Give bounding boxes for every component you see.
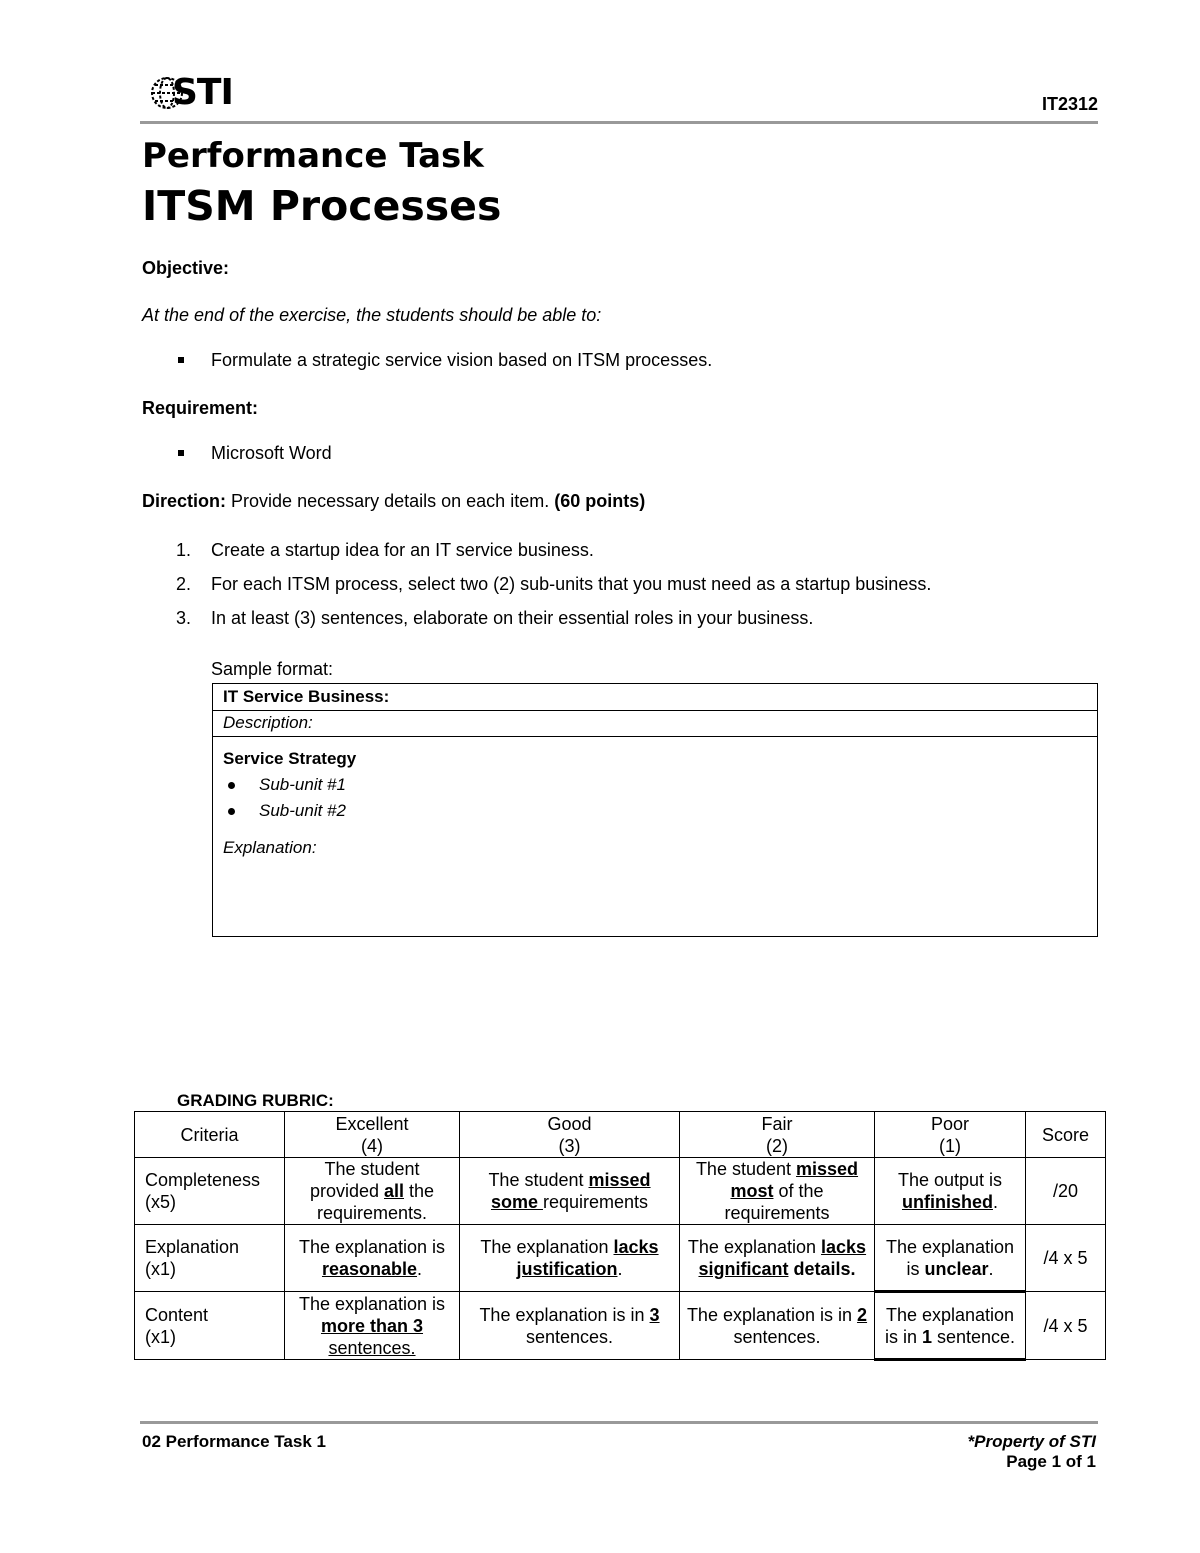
requirement-item: Microsoft Word [211, 443, 332, 463]
good-cell: The explanation is in 3 sentences. [460, 1292, 680, 1360]
bullet-dot-icon [228, 808, 235, 815]
sample-strategy-heading: Service Strategy [223, 749, 357, 768]
header-divider [140, 121, 1098, 124]
square-bullet-icon [178, 357, 184, 363]
step-number: 2. [176, 574, 192, 594]
header-score: Score [1026, 1112, 1106, 1158]
rubric-row-explanation [135, 1225, 1106, 1292]
bullet-dot-icon [228, 782, 235, 789]
step-text: In at least (3) sentences, elaborate on their essential roles in your business. [211, 608, 814, 628]
step-number: 3. [176, 608, 192, 628]
direction-points: (60 points) [554, 491, 646, 511]
rubric-row-content [135, 1292, 1106, 1360]
good-cell: The explanation lacks justification. [460, 1225, 680, 1292]
page-subtitle: ITSM Processes [142, 182, 502, 230]
sample-subunit-1: Sub-unit #1 [259, 775, 346, 794]
logo-text: STI [172, 72, 233, 113]
fair-cell: The student missed most of the requirements [680, 1158, 875, 1225]
header-fair: Fair (2) [680, 1112, 875, 1158]
direction-label: Direction: [142, 491, 227, 511]
poor-cell: The explanation is in 1 sentence. [875, 1292, 1026, 1360]
fair-cell: The explanation lacks significant details. [680, 1225, 875, 1292]
criteria-cell: Explanation (x1) [135, 1225, 285, 1292]
rubric-row-completeness [135, 1158, 1106, 1225]
step-text: Create a startup idea for an IT service business. [211, 540, 594, 560]
fair-cell: The explanation is in 2 sentences. [680, 1292, 875, 1360]
score-cell: /4 x 5 [1026, 1225, 1106, 1292]
footer-page-number: Page 1 of 1 [1006, 1452, 1096, 1471]
sample-business-row [213, 684, 1097, 711]
excellent-cell: The explanation is reasonable. [285, 1225, 460, 1292]
sample-description-label: Description: [223, 713, 313, 732]
square-bullet-icon [178, 450, 184, 456]
header-criteria: Criteria [135, 1112, 285, 1158]
score-cell: /20 [1026, 1158, 1106, 1225]
criteria-cell: Content (x1) [135, 1292, 285, 1360]
direction-text: Provide necessary details on each item. [231, 491, 550, 511]
page-title: Performance Task [142, 136, 484, 176]
requirement-label: Requirement: [142, 398, 259, 418]
poor-cell: The explanation is unclear. [875, 1225, 1026, 1292]
header-good: Good (3) [460, 1112, 680, 1158]
course-code: IT2312 [1041, 94, 1098, 114]
footer-task-name: 02 Performance Task 1 [142, 1432, 326, 1451]
footer-right [968, 1432, 1096, 1472]
excellent-cell: The explanation is more than 3 sentences. [285, 1292, 460, 1360]
rubric-header-row [135, 1112, 1106, 1158]
good-cell: The student missed some requirements [460, 1158, 680, 1225]
poor-cell: The output is unfinished. [875, 1158, 1026, 1225]
rubric-label: GRADING RUBRIC: [177, 1091, 334, 1110]
sample-explanation-label: Explanation: [223, 838, 317, 857]
footer-property: *Property of STI [967, 1432, 1096, 1451]
sample-format-box [212, 683, 1098, 937]
sample-format-label: Sample format: [211, 659, 334, 679]
sti-logo [150, 70, 240, 116]
sample-subunit-2: Sub-unit #2 [259, 801, 346, 820]
sample-description-row [213, 711, 1097, 737]
header-poor: Poor (1) [875, 1112, 1026, 1158]
step-text: For each ITSM process, select two (2) sub-units that you must need as a startup business. [211, 574, 932, 594]
direction-line [142, 491, 645, 512]
header-excellent: Excellent (4) [285, 1112, 460, 1158]
objective-intro: At the end of the exercise, the students should be able to: [142, 305, 602, 325]
criteria-cell: Completeness (x5) [135, 1158, 285, 1225]
footer-divider [140, 1421, 1098, 1424]
score-cell: /4 x 5 [1026, 1292, 1106, 1360]
sample-business-label: IT Service Business: [223, 687, 390, 706]
excellent-cell: The student provided all the requirements. [285, 1158, 460, 1225]
objective-label: Objective: [142, 258, 230, 278]
grading-rubric-table [134, 1111, 1106, 1361]
step-number: 1. [176, 540, 192, 560]
objective-item: Formulate a strategic service vision based on ITSM processes. [211, 350, 713, 370]
